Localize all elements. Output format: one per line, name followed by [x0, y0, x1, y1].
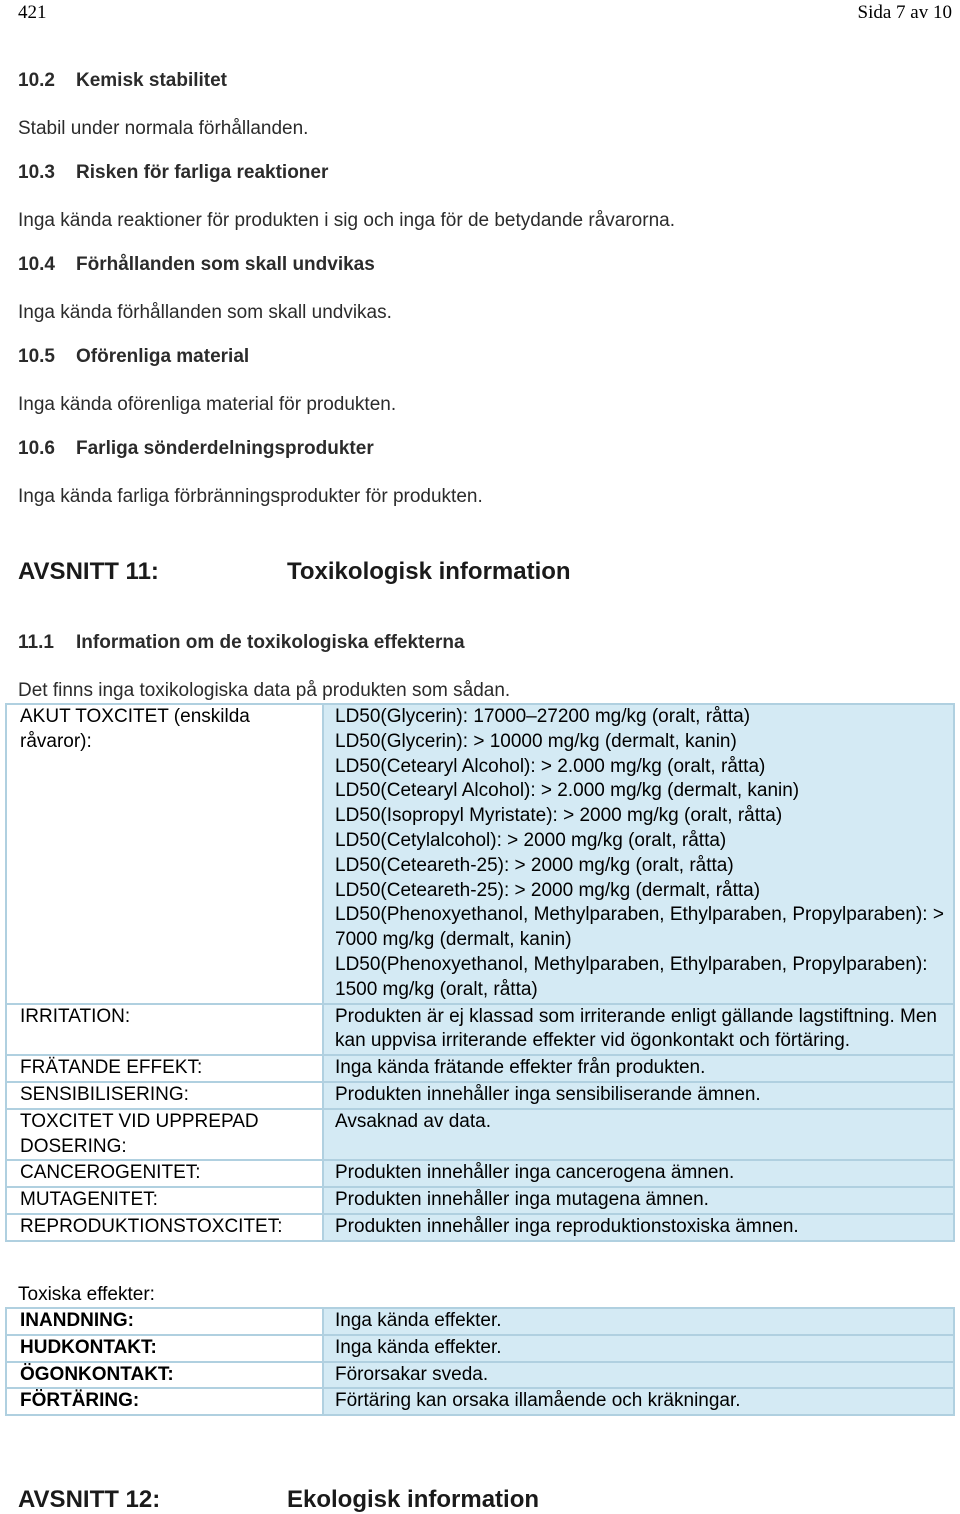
section-number: 10.5: [18, 346, 55, 367]
value-line: LD50(Phenoxyethanol, Methylparaben, Ethylparaben, Propylparaben): 1500 mg/kg (oralt, råtta): [335, 953, 928, 1000]
value-line: LD50(Glycerin): > 10000 mg/kg (dermalt, kanin): [335, 730, 737, 752]
row-value: Inga kända effekter.: [323, 1308, 954, 1335]
section-title: Risken för farliga reaktioner: [76, 162, 329, 183]
toxic-effects-label: Toxiska effekter:: [18, 1284, 155, 1305]
row-value: Produkten innehåller inga sensibiliserande ämnen.: [323, 1082, 954, 1109]
table-row: [6, 1160, 954, 1187]
row-label: IRRITATION:: [6, 1004, 323, 1056]
avsnitt-12-label: AVSNITT 12:: [18, 1486, 161, 1513]
toxic-effects-table: [5, 1307, 955, 1416]
row-label: FRÄTANDE EFFEKT:: [6, 1055, 323, 1082]
section-title: Förhållanden som skall undvikas: [76, 254, 375, 275]
row-label: AKUT TOXCITET (enskilda råvaror):: [6, 704, 323, 1004]
row-label: ÖGONKONTAKT:: [6, 1362, 323, 1389]
row-value: Förorsakar sveda.: [323, 1362, 954, 1389]
value-line: LD50(Ceteareth-25): > 2000 mg/kg (dermalt, råtta): [335, 879, 761, 901]
section-10-4-text: Inga kända förhållanden som skall undvikas.: [18, 302, 392, 323]
row-value: Inga kända frätande effekter från produkten.: [323, 1055, 954, 1082]
row-value: Produkten innehåller inga cancerogena ämnen.: [323, 1160, 954, 1187]
section-11-1-heading: [18, 632, 465, 654]
document-code: 421: [18, 2, 47, 23]
section-10-2-heading: [18, 70, 227, 92]
table-row: [6, 1335, 954, 1362]
value-line: LD50(Cetylalcohol): > 2000 mg/kg (oralt, råtta): [335, 829, 727, 851]
section-10-6-heading: [18, 438, 374, 460]
page-number: Sida 7 av 10: [857, 2, 952, 23]
row-label: CANCEROGENITET:: [6, 1160, 323, 1187]
section-number: 10.4: [18, 254, 55, 275]
avsnitt-12-title: Ekologisk information: [287, 1486, 540, 1513]
table-row: [6, 1308, 954, 1335]
avsnitt-11-title: Toxikologisk information: [287, 558, 571, 585]
table-row: [6, 1388, 954, 1415]
table-row: [6, 1362, 954, 1389]
row-value: Produkten är ej klassad som irriterande enligt gällande lagstiftning. Men kan uppvisa irriterande effekter vid ögonkontakt och förtäring.: [323, 1004, 954, 1056]
row-value: Förtäring kan orsaka illamående och kräkningar.: [323, 1388, 954, 1415]
section-title: Farliga sönderdelningsprodukter: [76, 438, 374, 459]
row-label: HUDKONTAKT:: [6, 1335, 323, 1362]
section-10-6-text: Inga kända farliga förbränningsprodukter för produkten.: [18, 486, 483, 507]
table-row: [6, 1214, 954, 1241]
section-10-2-text: Stabil under normala förhållanden.: [18, 118, 309, 139]
intro-text: Det finns inga toxikologiska data på produkten som sådan.: [18, 680, 511, 701]
section-title: Oförenliga material: [76, 346, 250, 367]
table-row: [6, 1082, 954, 1109]
section-10-5-heading: [18, 346, 249, 368]
row-label: MUTAGENITET:: [6, 1187, 323, 1214]
toxicology-table: [5, 703, 955, 1242]
value-line: LD50(Cetearyl Alcohol): > 2.000 mg/kg (oralt, råtta): [335, 755, 766, 777]
table-row: [6, 1055, 954, 1082]
section-10-4-heading: [18, 254, 375, 276]
section-number: 10.2: [18, 70, 55, 91]
section-10-5-text: Inga kända oförenliga material för produkten.: [18, 394, 397, 415]
value-line: LD50(Isopropyl Myristate): > 2000 mg/kg (oralt, råtta): [335, 805, 783, 827]
row-value: Avsaknad av data.: [323, 1109, 954, 1161]
row-value: Inga kända effekter.: [323, 1335, 954, 1362]
value-line: LD50(Glycerin): 17000–27200 mg/kg (oralt, råtta): [335, 706, 751, 727]
section-10-3-text: Inga kända reaktioner för produkten i sig och inga för de betydande råvarorna.: [18, 210, 675, 231]
table-row: [6, 704, 954, 1004]
section-number: 11.1: [18, 632, 54, 653]
section-title: Information om de toxikologiska effekterna: [76, 632, 465, 653]
value-line: LD50(Ceteareth-25): > 2000 mg/kg (oralt, råtta): [335, 854, 734, 876]
table-row: [6, 1109, 954, 1161]
value-line: LD50(Cetearyl Alcohol): > 2.000 mg/kg (dermalt, kanin): [335, 780, 800, 802]
value-line: LD50(Phenoxyethanol, Methylparaben, Ethylparaben, Propylparaben): > 7000 mg/kg (dermalt, kanin): [335, 904, 944, 951]
row-value: Produkten innehåller inga reproduktionstoxiska ämnen.: [323, 1214, 954, 1241]
row-label: FÖRTÄRING:: [6, 1388, 323, 1415]
row-label: TOXCITET VID UPPREPAD DOSERING:: [6, 1109, 323, 1161]
row-label: SENSIBILISERING:: [6, 1082, 323, 1109]
section-number: 10.3: [18, 162, 55, 183]
section-title: Kemisk stabilitet: [76, 70, 227, 91]
section-number: 10.6: [18, 438, 55, 459]
table-row: [6, 1004, 954, 1056]
row-value: [323, 704, 954, 1004]
row-value: Produkten innehåller inga mutagena ämnen.: [323, 1187, 954, 1214]
table-row: [6, 1187, 954, 1214]
row-label: INANDNING:: [6, 1308, 323, 1335]
section-10-3-heading: [18, 162, 328, 184]
avsnitt-11-label: AVSNITT 11:: [18, 558, 159, 585]
row-label: REPRODUKTIONSTOXCITET:: [6, 1214, 323, 1241]
